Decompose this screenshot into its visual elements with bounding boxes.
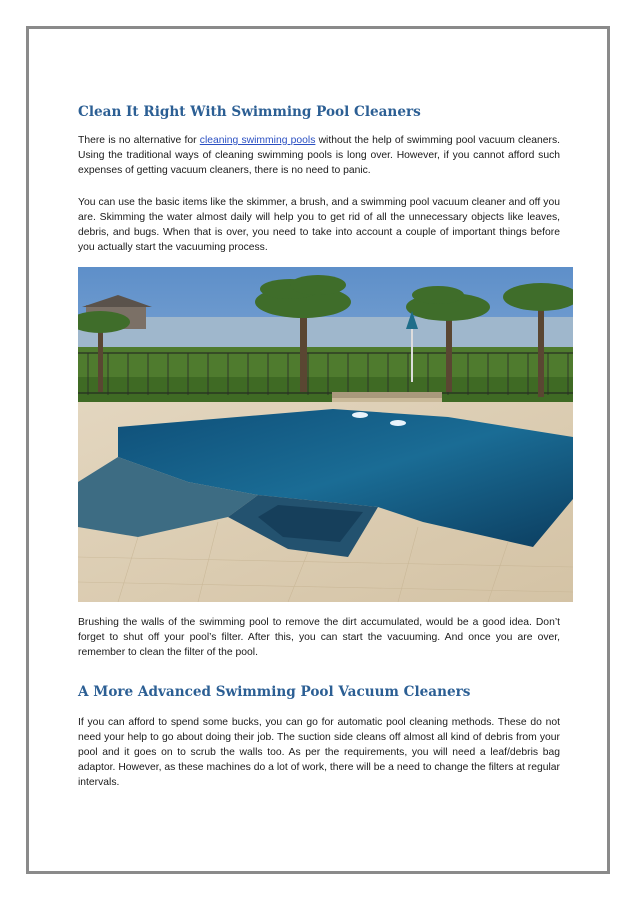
paragraph-automatic: If you can afford to spend some bucks, you can go for automatic pool cleaning methods. These do not need your help to go about doing their job. The suction side cleans off almost all kind of debris from your pool and it goes on to scrub the walls too. As per the requirements, you will need a leaf/debris bag adaptor. However, as these machines do a lot of work, there will be a need to change the filters at regular intervals. — [78, 717, 560, 788]
cleaning-swimming-pools-link[interactable]: cleaning swimming pools — [199, 135, 316, 146]
pool-photo — [78, 267, 573, 602]
page-title: Clean It Right With Swimming Pool Cleaners — [78, 104, 421, 120]
section-heading-advanced: A More Advanced Swimming Pool Vacuum Cleaners — [78, 684, 471, 700]
paragraph-brushing: Brushing the walls of the swimming pool to remove the dirt accumulated, would be a good idea. Don’t forget to shut off your pool’s filter. After this, you can start the vacuuming. And once you are over, remember to clean the filter of the pool. — [78, 617, 560, 658]
intro-text-after: without the help of swimming pool vacuum cleaners. Using the traditional ways of cleaning swimming pools is long over. However, if you cannot afford such expenses of getting vacuum cleaners, there is no need to panic. — [78, 135, 560, 176]
paragraph-basic-items: You can use the basic items like the skimmer, a brush, and a swimming pool vacuum cleaner and off you are. Skimming the water almost daily will help you to get rid of all the unnecessary objects like leaves, debris, and bugs. When that is over, you need to take into account a couple of important things before you actually start the vacuuming process. — [78, 197, 560, 253]
paragraph-intro — [78, 133, 560, 178]
intro-text-before: There is no alternative for — [78, 135, 200, 146]
